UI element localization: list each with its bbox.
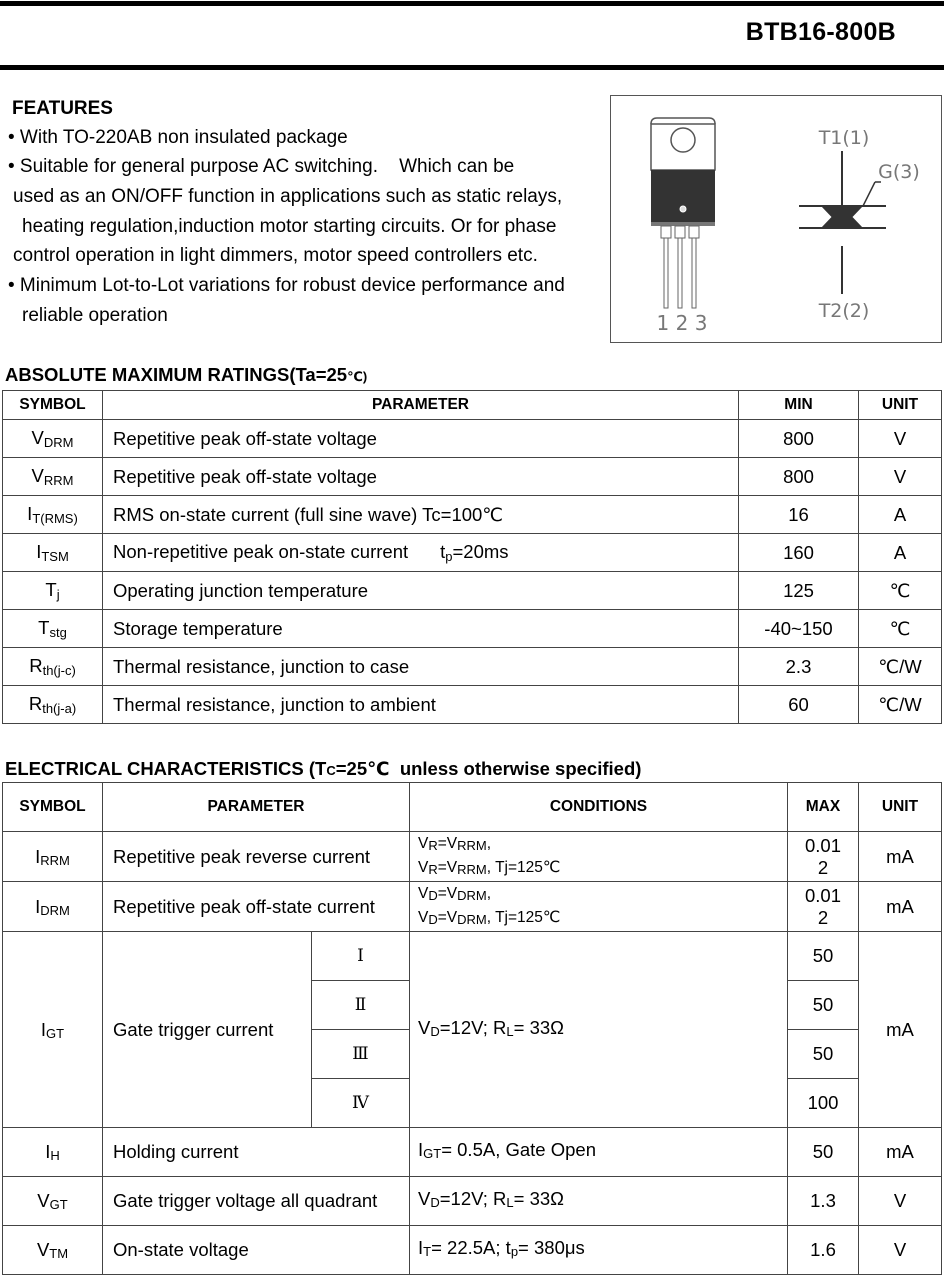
parameter-cell: Repetitive peak off-state current: [103, 882, 410, 932]
feature-line: reliable operation: [22, 305, 168, 326]
value-cell: 16: [739, 496, 859, 534]
symbol-cell: $I_{T(RMS)}$: [3, 496, 103, 534]
unit-cell: V: [859, 1177, 942, 1226]
max-cell: 50: [788, 981, 859, 1030]
unit-cell: V: [859, 420, 942, 458]
value-cell: 800: [739, 458, 859, 496]
parameter-cell: Non-repetitive peak on-state current $t_p=20ms$: [103, 534, 739, 572]
parameter-cell: Thermal resistance, junction to ambient: [103, 686, 739, 724]
conditions-cell: VD=12V; RL= 33Ω: [410, 1177, 788, 1226]
table-row: [3, 534, 942, 572]
table-row: [3, 686, 942, 724]
max-cell: 100: [788, 1079, 859, 1128]
unit-cell: mA: [859, 1128, 942, 1177]
unit-cell: mA: [859, 882, 942, 932]
col-header-parameter: PARAMETER: [103, 783, 410, 832]
table-row: [3, 832, 942, 882]
elec-char-table: [2, 782, 942, 1275]
table-row: [3, 932, 942, 981]
symbol-cell: IH: [3, 1128, 103, 1177]
parameter-cell: RMS on-state current (full sine wave) Tc=100℃: [103, 496, 739, 534]
symbol-cell: IGT: [3, 932, 103, 1128]
symbol-cell: $V_{RRM}$: [3, 458, 103, 496]
quadrant-cell: Ⅰ: [312, 932, 410, 981]
part-number: BTB16-800B: [745, 18, 896, 46]
unit-cell: mA: [859, 932, 942, 1128]
feature-line: used as an ON/OFF function in applications such as static relays,: [13, 186, 563, 207]
package-diagram: [610, 95, 942, 343]
parameter-cell: Storage temperature: [103, 610, 739, 648]
symbol-cell: IRRM: [3, 832, 103, 882]
max-cell: 0.01 2: [788, 832, 859, 882]
header-rule: [0, 65, 944, 70]
features-title: FEATURES: [12, 98, 113, 119]
unit-cell: ℃/W: [859, 686, 942, 724]
unit-cell: V: [859, 458, 942, 496]
feature-line: heating regulation,induction motor starting circuits. Or for phase: [22, 216, 557, 237]
elec-char-title: ELECTRICAL CHARACTERISTICS (TC=25℃ unless otherwise specified): [5, 758, 642, 779]
parameter-cell: Thermal resistance, junction to case: [103, 648, 739, 686]
t1-label: T1(1): [818, 127, 870, 149]
parameter-cell: Gate trigger voltage all quadrant: [103, 1177, 410, 1226]
unit-cell: A: [859, 496, 942, 534]
symbol-cell: $I_{TSM}$: [3, 534, 103, 572]
table-header-row: [3, 391, 942, 420]
col-header-unit: UNIT: [859, 783, 942, 832]
unit-cell: ℃: [859, 572, 942, 610]
conditions-cell: IGT= 0.5A, Gate Open: [410, 1128, 788, 1177]
parameter-cell: Holding current: [103, 1128, 410, 1177]
col-header-symbol: SYMBOL: [3, 783, 103, 832]
quadrant-cell: Ⅲ: [312, 1030, 410, 1079]
value-cell: 125: [739, 572, 859, 610]
max-cell: 0.01 2: [788, 882, 859, 932]
symbol-cell: $V_{DRM}$: [3, 420, 103, 458]
gate-label: G(3): [878, 161, 920, 183]
symbol-cell: $T_{stg}$: [3, 610, 103, 648]
table-row: [3, 420, 942, 458]
symbol-cell: $R_{th(j-c)}$: [3, 648, 103, 686]
value-cell: 800: [739, 420, 859, 458]
quadrant-cell: Ⅳ: [312, 1079, 410, 1128]
symbol-cell: $T_j$: [3, 572, 103, 610]
max-cell: 1.3: [788, 1177, 859, 1226]
parameter-cell: Repetitive peak off-state voltage: [103, 420, 739, 458]
table-row: [3, 648, 942, 686]
parameter-cell: On-state voltage: [103, 1226, 410, 1275]
table-row: [3, 882, 942, 932]
conditions-cell: VR=VRRM, VR=VRRM, Tj=125℃: [410, 832, 788, 882]
conditions-cell: IT= 22.5A; tp= 380μs: [410, 1226, 788, 1275]
table-row: [3, 458, 942, 496]
table-row: [3, 496, 942, 534]
t2-label: T2(2): [818, 300, 870, 322]
abs-max-title: ABSOLUTE MAXIMUM RATINGS(Ta=25℃): [5, 364, 368, 385]
pin-numbers: 1 2 3: [656, 311, 708, 335]
unit-cell: ℃: [859, 610, 942, 648]
max-cell: 1.6: [788, 1226, 859, 1275]
symbol-cell: VGT: [3, 1177, 103, 1226]
col-header-max: MAX: [788, 783, 859, 832]
feature-line: • With TO-220AB non insulated package: [8, 127, 348, 148]
max-cell: 50: [788, 1030, 859, 1079]
value-cell: 60: [739, 686, 859, 724]
value-cell: 2.3: [739, 648, 859, 686]
symbol-cell: IDRM: [3, 882, 103, 932]
quadrant-cell: Ⅱ: [312, 981, 410, 1030]
abs-max-table: [2, 390, 942, 724]
col-header-parameter: PARAMETER: [103, 391, 739, 420]
top-rule: [0, 1, 944, 6]
to220-package-icon: [651, 118, 715, 335]
feature-line: • Minimum Lot-to-Lot variations for robust device performance and: [8, 275, 565, 296]
symbol-cell: $R_{th(j-a)}$: [3, 686, 103, 724]
value-cell: 160: [739, 534, 859, 572]
value-cell: -40~150: [739, 610, 859, 648]
table-row: [3, 1226, 942, 1275]
max-cell: 50: [788, 932, 859, 981]
triac-symbol-icon: [799, 127, 920, 322]
col-header-min: MIN: [739, 391, 859, 420]
conditions-cell: VD=12V; RL= 33Ω: [410, 932, 788, 1128]
parameter-cell: Operating junction temperature: [103, 572, 739, 610]
parameter-cell: Gate trigger current: [103, 932, 312, 1128]
unit-cell: ℃/W: [859, 648, 942, 686]
unit-cell: A: [859, 534, 942, 572]
col-header-unit: UNIT: [859, 391, 942, 420]
feature-line: • Suitable for general purpose AC switching. Which can be: [8, 156, 515, 177]
table-row: [3, 572, 942, 610]
feature-line: control operation in light dimmers, motor speed controllers etc.: [13, 245, 538, 266]
col-header-symbol: SYMBOL: [3, 391, 103, 420]
table-row: [3, 1128, 942, 1177]
unit-cell: mA: [859, 832, 942, 882]
unit-cell: V: [859, 1226, 942, 1275]
symbol-cell: VTM: [3, 1226, 103, 1275]
col-header-conditions: CONDITIONS: [410, 783, 788, 832]
table-row: [3, 610, 942, 648]
parameter-cell: Repetitive peak reverse current: [103, 832, 410, 882]
table-row: [3, 1177, 942, 1226]
parameter-cell: Repetitive peak off-state voltage: [103, 458, 739, 496]
conditions-cell: VD=VDRM, VD=VDRM, Tj=125℃: [410, 882, 788, 932]
max-cell: 50: [788, 1128, 859, 1177]
table-header-row: [3, 783, 942, 832]
